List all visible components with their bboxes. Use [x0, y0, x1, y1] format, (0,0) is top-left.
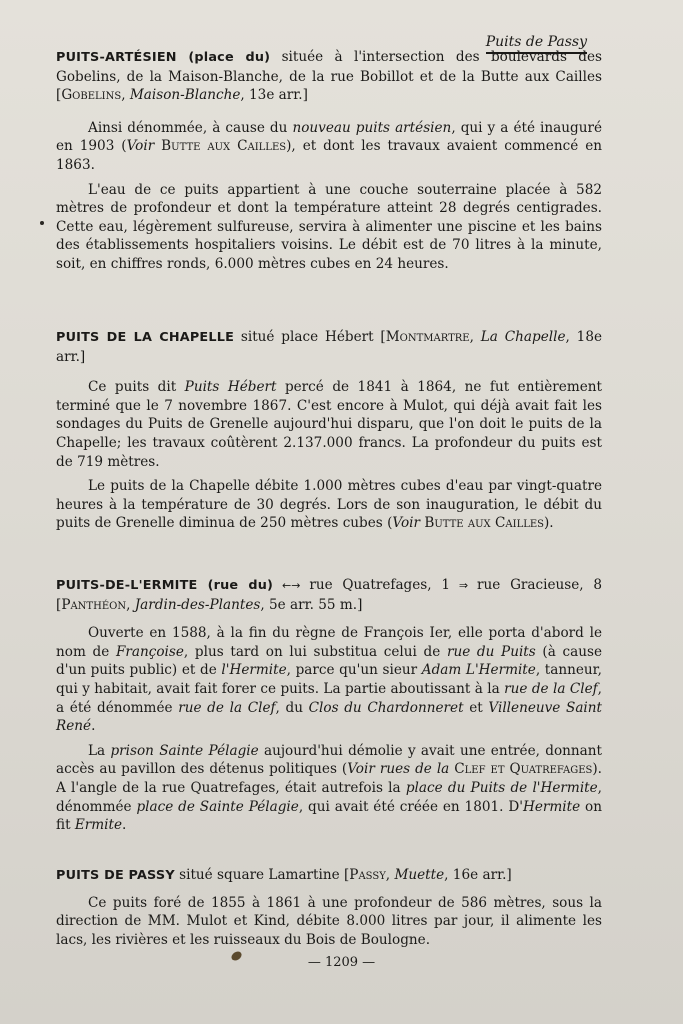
entry-title: PUITS DE PASSY [56, 868, 175, 883]
running-head: Puits de Passy [486, 34, 587, 54]
entry-heading: PUITS-ARTÉSIEN (place du) située à l'intersection des boulevards des Gobelins, de la Maison-Blanche, de la rue Bobillot et de la Butte aux Cailles [Gobelins, Maison-Blanche, 13e arr.] [56, 49, 602, 104]
entry-paragraph: Ouverte en 1588, à la fin du règne de François Ier, elle porta d'abord le nom de Françoise, plus tard on lui substitua celui de rue du Puits (à cause d'un puits public) et de l'Hermite, parce qu'un sieur Adam L'Hermite, tanneur, qui y habitait, avait fait forer ce puits. La partie aboutissant à la rue de la Clef, a été dénommée rue de la Clef, du Clos du Chardonneret et Villeneuve Saint René. [56, 625, 602, 735]
entry-title: PUITS-DE-L'ERMITE (rue du) [56, 578, 274, 593]
entry-paragraph: Ce puits foré de 1855 à 1861 à une profondeur de 586 mètres, sous la direction de MM. Mulot et Kind, débite 8.000 litres par jour, il alimente les lacs, les rivières et les ruisseaux du Bois de Boulogne. [56, 894, 602, 948]
entry-title: PUITS-ARTÉSIEN (place du) [56, 50, 271, 65]
entry-heading: PUITS DE LA CHAPELLE situé place Hébert [Montmartre, La Chapelle, 18e arr.] [56, 329, 603, 365]
entry-paragraph: Ainsi dénommée, à cause du nouveau puits artésien, qui y a été inauguré en 1903 (Voir Butte aux Cailles), et dont les travaux avaient commencé en 1863. [56, 119, 603, 173]
entry-paragraph: L'eau de ce puits appartient à une couche souterraine placée à 582 mètres de profondeur et dont la température atteint 28 degrés centigrades. Cette eau, légèrement sulfureuse, servira à alimenter une piscine et les bains des établissements hospitaliers voisins. Le débit est de 70 litres à la minute, soit, en chiffres ronds, 6.000 mètres cubes en 24 heures. [56, 181, 602, 272]
arrow-both-icon: ←→ [273, 579, 310, 592]
entry-heading: PUITS-DE-L'ERMITE (rue du) ←→ rue Quatrefages, 1 ⇒ rue Gracieuse, 8 [Panthéon, Jardin-des-Plantes, 5e arr. 55 m.] [56, 577, 603, 613]
arrow-right-icon: ⇒ [449, 579, 478, 592]
entry-heading: PUITS DE PASSY situé square Lamartine [Passy, Muette, 16e arr.] [56, 867, 512, 883]
page-number: — 1209 — [307, 955, 376, 970]
entry-puits-de-la-chapelle [56, 328, 602, 533]
entry-paragraph: La prison Sainte Pélagie aujourd'hui démolie y avait une entrée, donnant accès au pavillon des détenus politiques (Voir rues de la Clef et Quatrefages). A l'angle de la rue Quatrefages, était autrefois la place du Puits de l'Hermite, dénommée place de Sainte Pélagie, qui avait été créée en 1801. D'Hermite on fit Ermite. [56, 742, 602, 834]
entry-puits-de-l-ermite [56, 576, 602, 835]
entry-paragraph: Ce puits dit Puits Hébert percé de 1841 à 1864, ne fut entièrement terminé que le 7 novembre 1867. C'est encore à Mulot, qui déjà avait fait les sondages du Puits de Grenelle aujourd'hui disparu, que l'on doit le puits de la Chapelle; les travaux coûtèrent 2.137.000 francs. La profondeur du puits est de 719 mètres. [56, 379, 602, 470]
entry-puits-artesien [56, 48, 602, 274]
entry-puits-de-passy [56, 866, 602, 949]
entry-title: PUITS DE LA CHAPELLE [56, 330, 235, 345]
entry-paragraph: Le puits de la Chapelle débite 1.000 mètres cubes d'eau par vingt-quatre heures à la température de 30 degrés. Lors de son inauguration, le débit du puits de Grenelle diminua de 250 mètres cubes (Voir Butte aux Cailles). [56, 478, 602, 532]
margin-mark [40, 221, 44, 225]
